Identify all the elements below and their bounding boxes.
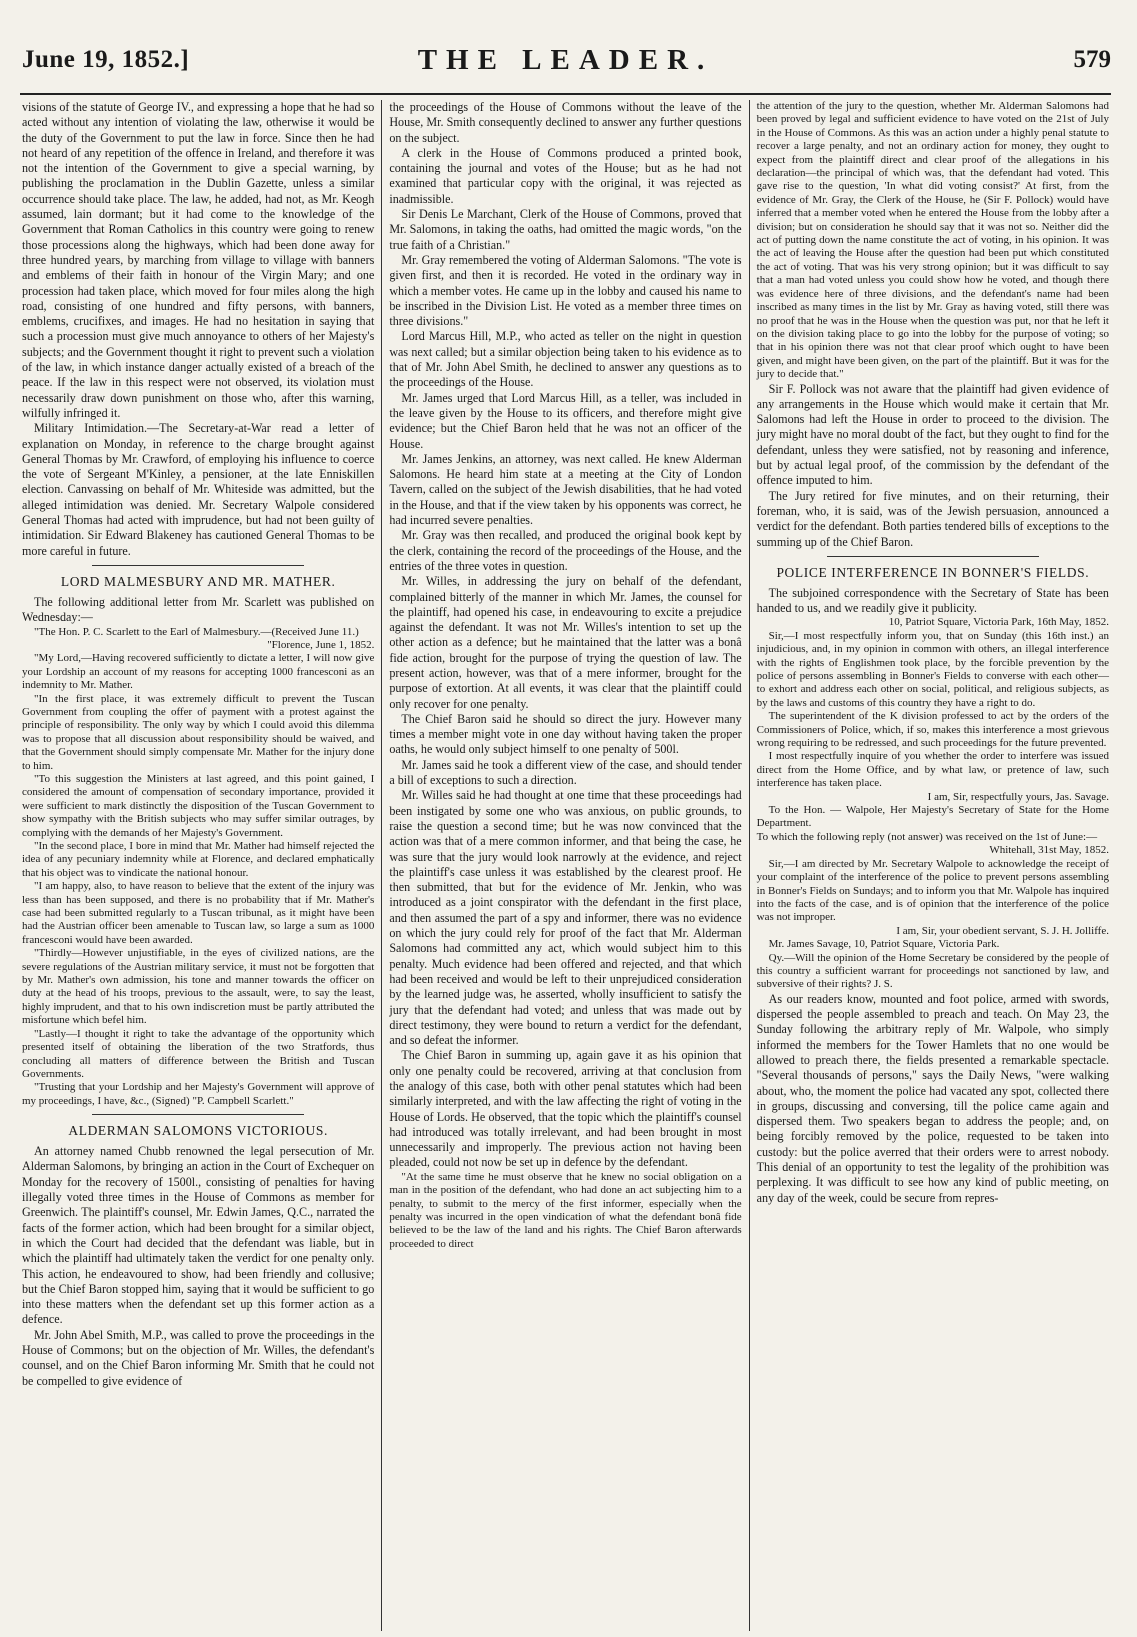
article-paragraph: "Lastly—I thought it right to take the advantage of the opportunity which presented itself of obtaining the liberation of the two Stratfords, thus concluding all matters of difference between the British and Tuscan Governments. bbox=[22, 1027, 375, 1080]
article-paragraph: the attention of the jury to the question, whether Mr. Alderman Salomons had been proved by legal and sufficient evidence to have voted on the 21st of July in the House of Commons. As this was an action under a highly penal statute to recover a large penalty, and not an ordinary action for money, they ought to expect from the plaintiff direct and clear proof of the allegations in his declaration—the principal of which was, that the defendant had voted. This gave rise to the question, 'In what did voting consist?' At first, from the evidence of Mr. Gray, the Clerk of the House, he (Sir F. Pollock) would have inferred that a member voted when he entered the House from the lobby after a division; but on consideration he should say that it was not so. Neither did the act of putting down the name constitute the act of voting, in his opinion. It was the act of leaving the House after the question had been put which constituted the act of voting. That was his very strong opinion; but it was difficult to say that a man had voted unless you could show how he voted, and though there was evidence here of three divisions, and the defendant's name had been inscribed as many times in the list by Mr. Gray as having voted, still there was no proof that he was in the House when the question was put, nor that he left it on the division taking place to go into the lobby for the purpose of voting; so that in his opinion there was not that clear proof which ought to have been given, and might have been given, on the part of the plaintiff. But it was for the jury to decide that." bbox=[756, 100, 1109, 381]
masthead-rule bbox=[20, 93, 1111, 95]
article-paragraph: "To this suggestion the Ministers at last agreed, and this point gained, I considered the amount of compensation of secondary importance, provided it were sufficient to mark distinctly the disposition of the Tuscan Government to show sympathy with the British subjects who may suffer similar outrages, by complying with the demands of her Majesty's Government. bbox=[22, 772, 375, 839]
article-paragraph: A clerk in the House of Commons produced a printed book, containing the journal and votes of the House; but as he had not examined that particular copy with the original, it was rejected as inadmissible. bbox=[389, 145, 742, 206]
article-paragraph: Sir,—I most respectfully inform you, that on Sunday (this 16th inst.) an injudicious, and, in my opinion in common with others, an illegal interference with the rights of Englishmen took place, by the forcible prevention by the police of persons assembling in Bonner's Fields to converse with each other—to exhort and address each other on social, political, and religious subjects, as by the laws and customs of this country they have a right to do. bbox=[756, 629, 1109, 709]
article-paragraph: "Florence, June 1, 1852. bbox=[267, 638, 375, 651]
page-number: 579 bbox=[1073, 46, 1111, 73]
column-3 bbox=[749, 100, 1111, 1631]
article-paragraph: "Trusting that your Lordship and her Majesty's Government will approve of my proceedings, I have, &c., (Signed) "P. Campbell Scarlett." bbox=[22, 1081, 375, 1107]
article-paragraph: To which the following reply (not answer) was received on the 1st of June:— bbox=[756, 830, 1098, 843]
article-paragraph: The Chief Baron said he should so direct the jury. However many times a member might vote in one day without having taken the proper oaths, he would only subject himself to one penalty of 500l. bbox=[389, 711, 742, 757]
article-paragraph: 10, Patriot Square, Victoria Park, 16th May, 1852. bbox=[888, 616, 1109, 629]
article-paragraph: To the Hon. — Walpole, Her Majesty's Secretary of State for the Home Department. bbox=[756, 804, 1109, 830]
article-paragraph: "In the second place, I bore in mind that Mr. Mather had himself rejected the idea of any pecuniary indemnity while at Florence, and declared emphatically that his object was to vindicate the national honour. bbox=[22, 840, 375, 879]
article-paragraph: I most respectfully inquire of you whether the order to interfere was issued direct from the Home Office, and by what law, or pretence of law, such interference has taken place. bbox=[756, 750, 1109, 790]
article-paragraph: Mr. John Abel Smith, M.P., was called to prove the proceedings in the House of Commons; but on the objection of Mr. Willes, the defendant's counsel, and on the Chief Baron informing Mr. Smith that he could not be compelled to give evidence of bbox=[22, 1327, 375, 1388]
article-paragraph: Mr. James urged that Lord Marcus Hill, as a teller, was included in the leave given by the House to its officers, and therefore might give evidence; but the Chief Baron held that he was not an officer of the House. bbox=[389, 390, 742, 451]
article-paragraph: visions of the statute of George IV., and expressing a hope that he had so acted without any intention of violating the law, otherwise it would be the duty of the Government to put the law in force. Since then he had not heard of any repetition of the offence in Ireland, and therefore it was not the intention of the Government to give a special warning, by publishing the proclamation in the Dublin Gazette, unless a similar occurrence should take place. The law, he added, had not, as Mr. Keogh assumed, lain dormant; but it had come to the knowledge of the Government that Roman Catholics in this country were going to renew those processions along the highways, which had been done away for three hundred years, by marching from village to village with banners and emblems of their faith in honour of the Virgin Mary; and one procession had taken place, which moved for four miles along the high road, consisting of one hundred and fifty persons, with banners, emblems, crucifixes, and images. He had no hesitation in saying that such a procession must give much annoyance to others of her Majesty's subjects; and the Government thought it right to prevent such a violation of the law, in which instance danger actually existed of a breach of the peace. If the law in this respect were not observed, its violation must necessarily draw down punishment on those who, after this warning, wilfully infringed it. bbox=[22, 100, 375, 420]
article-paragraph: Military Intimidation.—The Secretary-at-War read a letter of explanation on Monday, in reference to the charge brought against General Thomas by Mr. Crawford, of employing his influence to coerce the vote of Sergeant M'Kinley, a pensioner, at the late Enniskillen election. Canvassing on behalf of Mr. Whiteside was admitted, but the alleged intimidation was denied. Mr. Secretary Walpole considered General Thomas had acted with imprudence, but had not been guilty of intimidation. Sir Edward Blakeney has cautioned General Thomas to be more careful in future. bbox=[22, 421, 375, 558]
article-paragraph: Sir,—I am directed by Mr. Secretary Walpole to acknowledge the receipt of your complaint of the interference of the police to prevent persons assembling in Bonner's Fields on Sundays; and to inform you that Mr. Walpole has inquired into the facts of the case, and is of opinion that the interference of the police was not improper. bbox=[756, 857, 1109, 924]
article-paragraph: "My Lord,—Having recovered sufficiently to dictate a letter, I will now give your Lordship an account of my reasons for accepting 1000 francesconi as an indemnity to Mr. Mather. bbox=[22, 652, 375, 692]
article-paragraph: The subjoined correspondence with the Secretary of State has been handed to us, and we readily give it publicity. bbox=[756, 585, 1109, 616]
article-paragraph: Mr. James said he took a different view of the case, and should tender a bill of exceptions to such a direction. bbox=[389, 757, 742, 788]
section-divider bbox=[92, 565, 303, 566]
section-heading: LORD MALMESBURY AND MR. MATHER. bbox=[60, 573, 336, 589]
masthead bbox=[20, 42, 1111, 78]
article-paragraph: The Chief Baron in summing up, again gave it as his opinion that only one penalty could be recovered, arriving at that conclusion from the analogy of this case, both with other penal statutes which had been similarly interpreted, and with the law affecting the right of voting in the House of Lords. He observed, that the topic which the plaintiff's counsel had introduced was totally irrelevant, and had been brought in most unnecessarily and improperly. The previous action not having been pleaded, could not now be set up in defence by the defendant. bbox=[389, 1048, 742, 1170]
section-heading: ALDERMAN SALOMONS VICTORIOUS. bbox=[68, 1123, 328, 1139]
article-paragraph: Mr. Willes said he had thought at one time that these proceedings had been instigated by some one who was anxious, on public grounds, to raise the question a second time; but he was now convinced that the action was that of a mere common informer, and that being the case, he was sure that the jury would look narrowly at the evidence, and reject the plaintiff's case unless it was established by the clearest proof. He then submitted, that but for the evidence of Mr. Jenkin, who was introduced as a joint conspirator with the defendant in the first place, and then assumed the part of a spy and informer, there was no evidence on which the jury could rely for proof of the fact that Mr. Alderman Salomons had committed any act, which would subject him to this penalty. Much evidence had been offered and rejected, and that which had been received and would be left to their unprejudiced consideration by the learned judge was, he asserted, wholly insufficient to satisfy the jury that the defendant had voted; and unless that was made out by direct testimony, they were bound to return a verdict for the defendant, and so defeat the informer. bbox=[389, 788, 742, 1048]
article-paragraph: Sir Denis Le Marchant, Clerk of the House of Commons, proved that Mr. Salomons, in taking the oaths, had omitted the magic words, "on the true faith of a Christian." bbox=[389, 207, 742, 252]
article-paragraph: "At the same time he must observe that he knew no social obligation on a man in the position of the defendant, who had done an act subjecting him to a penalty, to submit to the mercy of the first informer, especially when the penalty was incurred in the open vindication of what the defendant bonâ fide believed to be the law of the land and his rights. The Chief Baron afterwards proceeded to direct bbox=[389, 1170, 742, 1250]
article-paragraph: The superintendent of the K division professed to act by the orders of the Commissioners of Police, which, if so, makes this interference a most grievous wrong requiring to be redressed, and such proceedings for the future prevented. bbox=[756, 710, 1109, 750]
article-paragraph: "In the first place, it was extremely difficult to prevent the Tuscan Government from coupling the offer of payment with a protest against the principle of responsibility. The only way by which I could avoid this dilemma was to propose that all discussion about responsibility should be waived, and that the Government should simply compensate Mr. Mather for the injury done to him. bbox=[22, 692, 375, 772]
article-paragraph: I am, Sir, respectfully yours, Jas. Savage. bbox=[927, 790, 1109, 803]
issue-date: June 19, 1852.] bbox=[22, 46, 190, 73]
section-divider bbox=[92, 1114, 303, 1115]
article-paragraph: the proceedings of the House of Commons without the leave of the House, Mr. Smith consequently declined to answer any further questions on the subject. bbox=[389, 100, 742, 145]
article-paragraph: The following additional letter from Mr. Scarlett was published on Wednesday:— bbox=[22, 594, 375, 625]
article-paragraph: Sir F. Pollock was not aware that the plaintiff had given evidence of any arrangements in the House which would make it certain that Mr. Salomons had left the House in order to proceed to the division. The jury might have no moral doubt of the fact, but they ought to find for the defendant, unless they were satisfied, not by reasoning and inference, but by actual legal proof, of the commission by the defendant of the offence imputed to him. bbox=[756, 381, 1109, 488]
article-paragraph: "The Hon. P. C. Scarlett to the Earl of Malmesbury.—(Received June 11.) bbox=[34, 625, 359, 638]
column-2 bbox=[381, 100, 748, 1631]
column-1 bbox=[20, 100, 381, 1631]
article-paragraph: "Thirdly—However unjustifiable, in the eyes of civilized nations, are the severe regulations of the Austrian military service, it must not be forgotten that by Mr. Mather's own admission, his tone and manner towards the officer on duty at the head of his troops, previous to the assault, were, to say the least, highly imprudent, and that to his own indiscretion must be partly attributed the misfortune which befel him. bbox=[22, 947, 375, 1027]
article-paragraph: "I am happy, also, to have reason to believe that the extent of the injury was less than has been supposed, and there is no probability that if Mr. Mather's case had been submitted regularly to a Tuscan tribunal, as it might have been had the Austrian officer been amenable to Tuscan law, so large a sum as 1000 francesconi would have been awarded. bbox=[22, 880, 375, 946]
article-paragraph: I am, Sir, your obedient servant, S. J. H. Jolliffe. bbox=[896, 924, 1109, 937]
article-columns bbox=[20, 100, 1111, 1631]
article-paragraph: Mr. Gray was then recalled, and produced the original book kept by the clerk, containing the record of the proceedings of the House, and the entries of the three votes in question. bbox=[389, 528, 742, 573]
article-paragraph: Mr. Gray remembered the voting of Alderman Salomons. "The vote is given first, and then it is recorded. He voted in the ordinary way in which a member votes. He came up in the lobby and caused his name to be inscribed in the Division List. He voted as a member three times on three divisions." bbox=[389, 252, 742, 329]
article-paragraph: Mr. Willes, in addressing the jury on behalf of the defendant, complained bitterly of the manner in which Mr. James, the counsel for the plaintiff, had opened his case, in endeavouring to excite a prejudice against the defendant. It was not Mr. Willes's intention to set up the other action as a defence; but he maintained that the latter was a bonâ fide action, brought for the purpose of trying the question of law. The present action, however, was that of a mere informer, brought for the purpose of extortion. At all events, it was clear that the plaintiff could only recover for one penalty. bbox=[389, 574, 742, 711]
article-paragraph: Whitehall, 31st May, 1852. bbox=[989, 844, 1109, 857]
article-paragraph: The Jury retired for five minutes, and on their returning, their foreman, who, it is said, was of the Jewish persuasion, announced a verdict for the defendant. Both parties tendered bills of exceptions to the summing up of the Chief Baron. bbox=[756, 488, 1109, 549]
article-paragraph: As our readers know, mounted and foot police, armed with swords, dispersed the people assembled to preach and teach. On May 23, the Sunday following the arbitrary reply of Mr. Walpole, who simply informed the members for the Tower Hamlets that no one would be allowed to preach there, the fields presented a remarkable spectacle. "Several thousands of persons," says the Daily News, "were walking about, who, the moment the police had vacated any spot, collected there in groups, discussing and conversing, till the police came again and dispersed them. Two speakers began to address the people; and, on being forcibly removed by the police, requested to be taken into custody: but the police averred that their orders were to arrest nobody. This denial of an opportunity to test the legality of the prohibition was perplexing. It was difficult to see how any kind of public meeting, on any day of the week, could be secure from repres- bbox=[756, 991, 1109, 1205]
article-paragraph: Qy.—Will the opinion of the Home Secretary be considered by the people of this country a sufficient warrant for proceedings not sanctioned by law, and subversive of their rights? J. S. bbox=[756, 951, 1109, 991]
article-paragraph: Mr. James Jenkins, an attorney, was next called. He knew Alderman Salomons. He heard him state at a meeting at the City of London Tavern, called on the subject of the Jewish disabilities, that he had voted in the House, and that if the view taken by his opponents was correct, he had incurred severe penalties. bbox=[389, 451, 742, 528]
article-paragraph: An attorney named Chubb renowned the legal persecution of Mr. Alderman Salomons, by bringing an action in the Court of Exchequer on Monday for the recovery of 1500l., consisting of penalties for having illegally voted three times in the House of Commons as member for Greenwich. The plaintiff's counsel, Mr. Edwin James, Q.C., narrated the facts of the former action, which had been brought for a similar object, in which the Court had decided that the defendant was liable, but in which the plaintiff had ultimately taken the verdict for one penalty only. This action, he endeavoured to show, had been friendly and collusive; but the Chief Baron stopped him, saying that it would be sufficient to go into these matters when the defendant set up this former action as a defence. bbox=[22, 1144, 375, 1327]
section-divider bbox=[827, 556, 1038, 557]
section-heading: POLICE INTERFERENCE IN BONNER'S FIELDS. bbox=[776, 564, 1090, 580]
newspaper-title: THE LEADER. bbox=[417, 44, 714, 76]
article-paragraph: Lord Marcus Hill, M.P., who acted as teller on the night in question was next called; but a similar objection being taken to his evidence as to that of Mr. John Abel Smith, he declined to answer any questions as to the proceedings of the House. bbox=[389, 329, 742, 390]
article-paragraph: Mr. James Savage, 10, Patriot Square, Victoria Park. bbox=[768, 938, 1000, 951]
